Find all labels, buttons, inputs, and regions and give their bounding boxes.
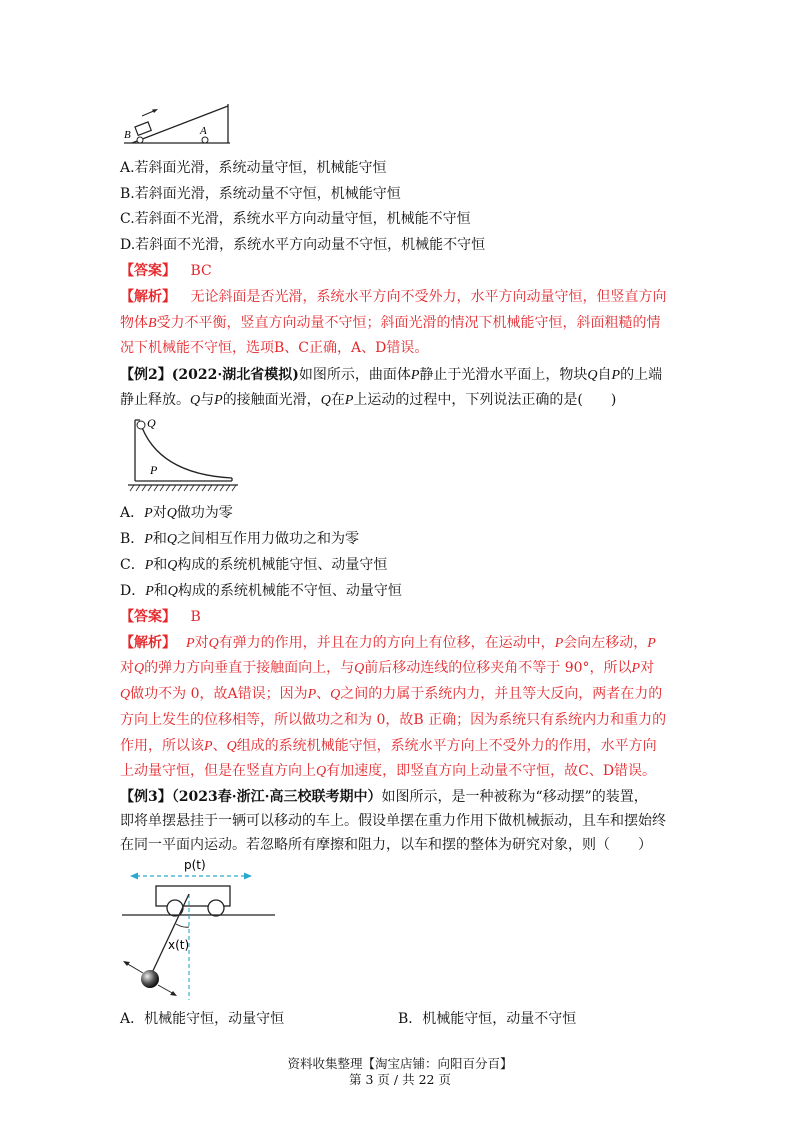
text: 、 (316, 686, 331, 702)
q2-analysis-line-6 (120, 761, 656, 782)
text: 如图所示，曲面体 (298, 367, 411, 383)
var: P (410, 368, 420, 383)
angle-arc (176, 924, 189, 927)
text: D． (120, 583, 146, 599)
var: P (631, 661, 641, 676)
q1-option-b: B.若斜面光滑，系统动量不守恒，机械能守恒 (120, 186, 401, 202)
q1-analysis-line-2 (120, 313, 661, 334)
ball-a (202, 137, 208, 143)
var: Q (330, 687, 341, 702)
answer-value: B (190, 609, 201, 625)
text: 上运动的过程中，下列说法正确的是( ) (353, 392, 617, 408)
pendulum-bob (141, 970, 159, 988)
q1-option-c: C.若斜面不光滑，系统水平方向动量守恒，机械能不守恒 (120, 211, 471, 227)
label-a: A (200, 125, 207, 137)
example-source: （2023春·浙江·高三校联考期中） (171, 789, 382, 805)
q2-analysis-line-4: 方向上发生的位移相等，所以做功之和为 0，故B 正确；因为系统只有系统内力和重力的 (120, 712, 667, 728)
text: 做功为零 (176, 505, 233, 521)
ball-q (137, 421, 145, 429)
var: Q (134, 661, 145, 676)
text: 有弹力的作用，并且在力的方向上有位移，在运动中， (218, 635, 555, 651)
answer-label: 【答案】 (120, 263, 176, 279)
text: 静止于光滑水平面上，物块 (419, 367, 588, 383)
var: Q (166, 532, 177, 547)
footer-page-number: 第 3 页 / 共 22 页 (349, 1072, 451, 1087)
q2-stem-line-1 (120, 365, 662, 386)
momentum-arrow-right-head (244, 873, 252, 880)
var: P (344, 393, 354, 408)
var: Q (320, 393, 331, 408)
momentum-arrow-left-head (130, 873, 138, 880)
q1-analysis-line-1 (120, 287, 666, 307)
q2-analysis-line-1 (120, 633, 656, 654)
q2-option-a (120, 503, 233, 524)
text: 如图所示，是一种被称为“移动摆”的装置， (381, 789, 648, 805)
var: P (186, 636, 195, 651)
text: 和 (152, 531, 167, 547)
label-momentum: p(t) (184, 858, 206, 872)
example-tag: 【例3】 (120, 789, 172, 805)
var: Q (587, 368, 598, 383)
text: 构成的系统机械能守恒、动量守恒 (177, 557, 388, 573)
text: 会向左移动， (563, 635, 648, 651)
q3-option-a: A．机械能守恒，动量守恒 (120, 1011, 285, 1027)
text: B． (120, 531, 145, 547)
var: P (611, 368, 621, 383)
q2-option-d (120, 581, 402, 602)
text: 对 (152, 505, 167, 521)
answer-value: BC (190, 263, 212, 279)
moving-pendulum-figure (118, 852, 283, 1002)
q3-stem-line-2: 即将单摆悬挂于一辆可以移动的车上。假设单摆在重力作用下做机械振动，且车和摆始终 (120, 813, 666, 829)
bob-arrow-up (126, 963, 143, 973)
text: 有加速度，即竖直方向上动量不守恒，故C、D错误。 (326, 763, 657, 779)
bob-arrow-down (158, 985, 174, 994)
text: 作用，所以该 (120, 738, 204, 754)
text: 前后移动连线的位移夹角不等于 90°，所以 (364, 660, 632, 676)
text: C． (120, 557, 145, 573)
var: P (554, 636, 564, 651)
example-source: (2022·湖北省模拟) (171, 367, 299, 383)
incline-figure (118, 100, 238, 150)
var: Q (167, 584, 178, 599)
text: 对 (120, 660, 134, 676)
block-b (135, 122, 151, 135)
q2-analysis-line-3 (120, 684, 662, 705)
ground-hatch (130, 485, 236, 491)
label-q: Q (147, 416, 156, 430)
q3-stem-line-3: 在同一平面内运动。若忽略所有摩擦和阻力，以车和摆的整体为研究对象，则（ ） (120, 837, 652, 853)
text: 受力不平衡，竖直方向动量不守恒；斜面光滑的情况下机械能守恒，斜面粗糙的情 (156, 315, 661, 331)
analysis-label: 【解析】 (120, 289, 176, 305)
text: 自 (597, 367, 612, 383)
text: 和 (153, 557, 168, 573)
label-angle: x(t) (168, 938, 190, 952)
var: B (148, 316, 157, 331)
text: 做功不为 0，故A错误；因为 (130, 686, 308, 702)
var: P (144, 506, 153, 521)
text: 之间的力属于系统内力，并且等大反向，两者在力的 (340, 686, 663, 702)
q2-option-c (120, 555, 387, 576)
footer-source: 资料收集整理【淘宝店铺：向阳百分百】 (287, 1056, 513, 1071)
q2-answer (120, 607, 201, 627)
text: 组成的系统机械能守恒，系统水平方向上不受外力的作用，水平方向 (236, 738, 657, 754)
text: 和 (153, 583, 168, 599)
text: 与 (200, 392, 215, 408)
var: P (145, 584, 154, 599)
bob-arrow-down-head (170, 991, 177, 996)
var: P (214, 393, 223, 408)
cart-wheel-left (167, 900, 183, 916)
text: 对 (640, 660, 655, 676)
q2-stem-line-2 (120, 390, 616, 411)
text: A． (120, 505, 145, 521)
arrow-head (152, 109, 158, 113)
q1-analysis-line-3: 况下机械能不守恒，选项B、C正确，A、D错误。 (120, 340, 429, 356)
text: 上动量守恒，但是在竖直方向上 (120, 763, 316, 779)
q1-option-d: D.若斜面不光滑，系统水平方向动量不守恒，机械能不守恒 (120, 237, 486, 253)
var: P (307, 687, 317, 702)
text: 之间相互作用力做功之和为零 (176, 531, 359, 547)
q3-option-b: B．机械能守恒，动量不守恒 (398, 1011, 577, 1027)
var: Q (120, 687, 131, 702)
var: Q (226, 739, 237, 754)
var: P (144, 532, 153, 547)
analysis-label: 【解析】 (120, 635, 176, 651)
wheel-left (137, 137, 143, 143)
q1-answer (120, 261, 212, 281)
text: 静止释放。 (120, 392, 190, 408)
var: Q (208, 636, 219, 651)
q2-analysis-line-5 (120, 736, 657, 757)
label-b: B (124, 129, 131, 141)
cart-wheel-right (208, 900, 224, 916)
var: Q (190, 393, 201, 408)
q2-analysis-line-2 (120, 658, 654, 679)
var: Q (316, 764, 327, 779)
text: 对 (194, 635, 209, 651)
curved-body-figure (122, 412, 242, 492)
label-p: P (150, 463, 158, 477)
var: P (647, 636, 656, 651)
text: 、 (212, 738, 227, 754)
text: 的弹力方向垂直于接触面向上，与 (144, 660, 355, 676)
q1-option-a: A.若斜面光滑，系统动量守恒，机械能守恒 (120, 160, 387, 176)
text: 在 (330, 392, 345, 408)
text: 物体 (120, 315, 148, 331)
text: 的接触面光滑， (222, 392, 321, 408)
q3-stem-line-1 (120, 787, 648, 807)
var: Q (167, 558, 178, 573)
var: P (144, 558, 154, 573)
text: 构成的系统机械能不守恒、动量守恒 (177, 583, 402, 599)
var: P (204, 739, 213, 754)
analysis-text: 无论斜面是否光滑，系统水平方向不受外力，水平方向动量守恒，但竖直方向 (190, 289, 667, 305)
var: Q (354, 661, 365, 676)
text: 的上端 (620, 367, 663, 383)
q2-option-b (120, 529, 359, 550)
example-tag: 【例2】 (120, 367, 172, 383)
answer-label: 【答案】 (120, 609, 176, 625)
var: Q (166, 506, 177, 521)
